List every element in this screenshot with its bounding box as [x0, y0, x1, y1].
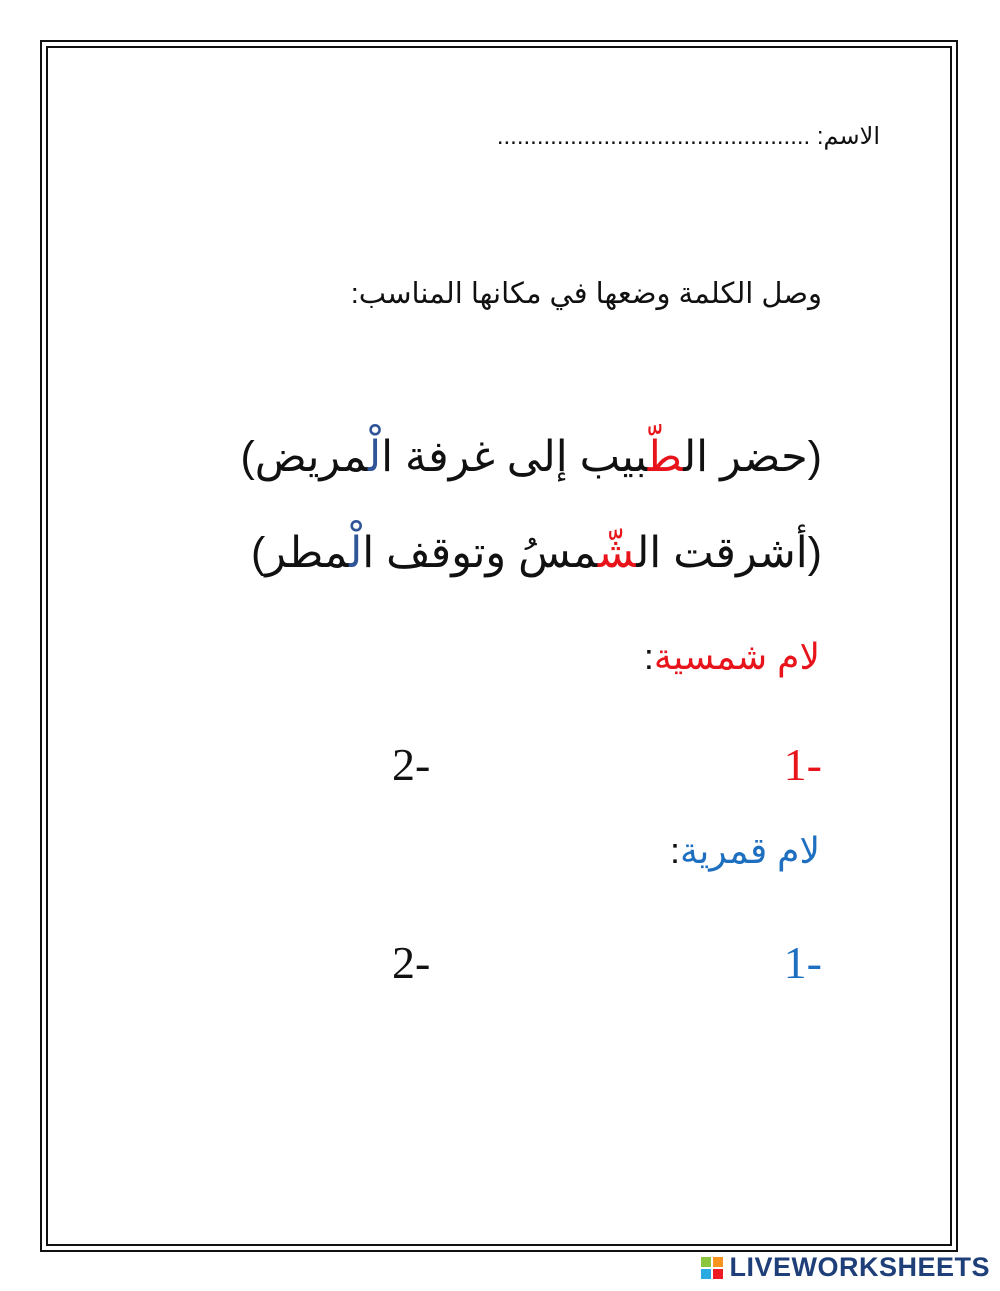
moon-lam-heading [670, 830, 820, 872]
sentence2-moon-letter: لْ [349, 529, 363, 577]
name-label: الاسم: [816, 123, 880, 150]
name-field-line [497, 122, 880, 151]
sun-heading-colon: : [643, 636, 654, 677]
moon-item-1: 1- [783, 937, 822, 988]
moon-item-2: 2- [392, 937, 431, 988]
sentence2-part2: مسُ وتوقف ا [362, 529, 598, 577]
sentence1-moon-letter: لْ [368, 433, 382, 481]
sentence1-part2: بيب إلى غرفة ا [381, 433, 648, 481]
sun-item-2: 2- [392, 739, 431, 790]
moon-heading-label: لام قمرية [679, 830, 820, 871]
sun-item-1: 1- [783, 739, 822, 790]
sentence1-part1: (حضر ال [683, 433, 822, 481]
name-blank: ............................................... [496, 123, 811, 150]
sentence2-part1: (أشرقت ال [636, 529, 822, 577]
sentence-doctor [240, 432, 822, 482]
sentence-sun [251, 528, 822, 578]
sun-lam-heading [644, 636, 820, 678]
sentence1-sun-letter: طّ [647, 433, 684, 481]
liveworksheets-logo[interactable] [701, 1252, 990, 1283]
sun-heading-label: لام شمسية [653, 636, 820, 677]
liveworksheets-logo-icon [701, 1257, 723, 1279]
moon-heading-colon: : [669, 830, 680, 871]
sentence1-part3: مريض) [240, 433, 369, 481]
sentence2-sun-letter: شّ [597, 529, 637, 577]
sentence2-part3: مطر) [250, 529, 350, 577]
instruction-text: وصل الكلمة وضعها في مكانها المناسب: [350, 278, 822, 310]
logo-text: LIVEWORKSHEETS [729, 1252, 990, 1282]
